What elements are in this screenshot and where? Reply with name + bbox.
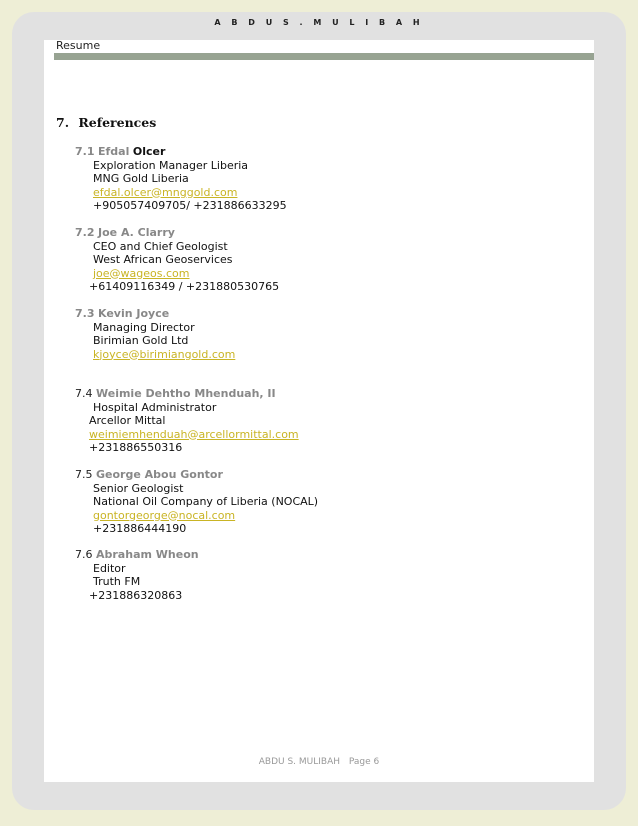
reference-role: Editor <box>93 561 126 575</box>
reference-phone: +905057409705/ +231886633295 <box>93 199 287 212</box>
reference-index: 7.5 <box>75 468 93 481</box>
reference-name-first: Efdal <box>98 145 130 158</box>
reference-org: MNG Gold Liberia <box>93 172 189 185</box>
reference-role: Managing Director <box>93 320 195 334</box>
section-heading: References <box>78 115 157 130</box>
reference-name: Kevin Joyce <box>98 307 170 320</box>
reference-email-link[interactable]: gontorgeorge@nocal.com <box>93 508 236 522</box>
footer-name: ABDU S. MULIBAH <box>258 757 340 767</box>
header-divider <box>54 53 594 60</box>
reference-role: Senior Geologist <box>93 481 184 495</box>
reference-index: 7.6 <box>75 548 93 561</box>
reference-org: National Oil Company of Liberia (NOCAL) <box>93 495 319 508</box>
reference-index: 7.3 <box>75 307 95 320</box>
section-title <box>56 115 156 130</box>
reference-index: 7.1 <box>75 145 95 158</box>
section-number: 7. <box>56 115 70 130</box>
reference-phone: +231886444190 <box>93 522 187 535</box>
doc-label: Resume <box>56 39 101 52</box>
page-footer <box>0 757 638 767</box>
reference-role: CEO and Chief Geologist <box>93 239 228 253</box>
reference-org: Birimian Gold Ltd <box>93 334 189 347</box>
reference-email-link[interactable]: kjoyce@birimiangold.com <box>93 347 236 361</box>
reference-name: George Abou Gontor <box>96 468 223 481</box>
reference-org: Arcellor Mittal <box>89 414 166 427</box>
reference-item <box>75 226 279 294</box>
reference-item <box>75 145 287 213</box>
reference-item <box>75 468 318 536</box>
reference-phone: +231886320863 <box>89 588 183 602</box>
reference-item <box>75 548 199 602</box>
reference-email-link[interactable]: efdal.olcer@mnggold.com <box>93 185 238 199</box>
reference-role: Exploration Manager Liberia <box>93 158 249 172</box>
reference-name: Joe A. Clarry <box>98 226 175 239</box>
reference-role: Hospital Administrator <box>93 400 217 414</box>
reference-index: 7.2 <box>75 226 95 239</box>
reference-phone: +61409116349 / +231880530765 <box>89 280 280 293</box>
reference-name: Abraham Wheon <box>96 548 199 561</box>
reference-org: Truth FM <box>93 575 141 588</box>
reference-phone: +231886550316 <box>89 441 183 454</box>
reference-name: Weimie Dehtho Mhenduah, II <box>96 387 276 400</box>
reference-org: West African Geoservices <box>93 253 233 266</box>
reference-item <box>75 387 299 455</box>
reference-index: 7.4 <box>75 387 93 400</box>
reference-email-link[interactable]: joe@wageos.com <box>93 266 190 280</box>
header-name: A B D U S . M U L I B A H <box>214 18 424 27</box>
reference-item <box>75 307 235 361</box>
footer-page-number: Page 6 <box>348 757 380 767</box>
reference-email-link[interactable]: weimiemhenduah@arcellormittal.com <box>89 427 299 441</box>
reference-name-last: Olcer <box>132 145 166 158</box>
